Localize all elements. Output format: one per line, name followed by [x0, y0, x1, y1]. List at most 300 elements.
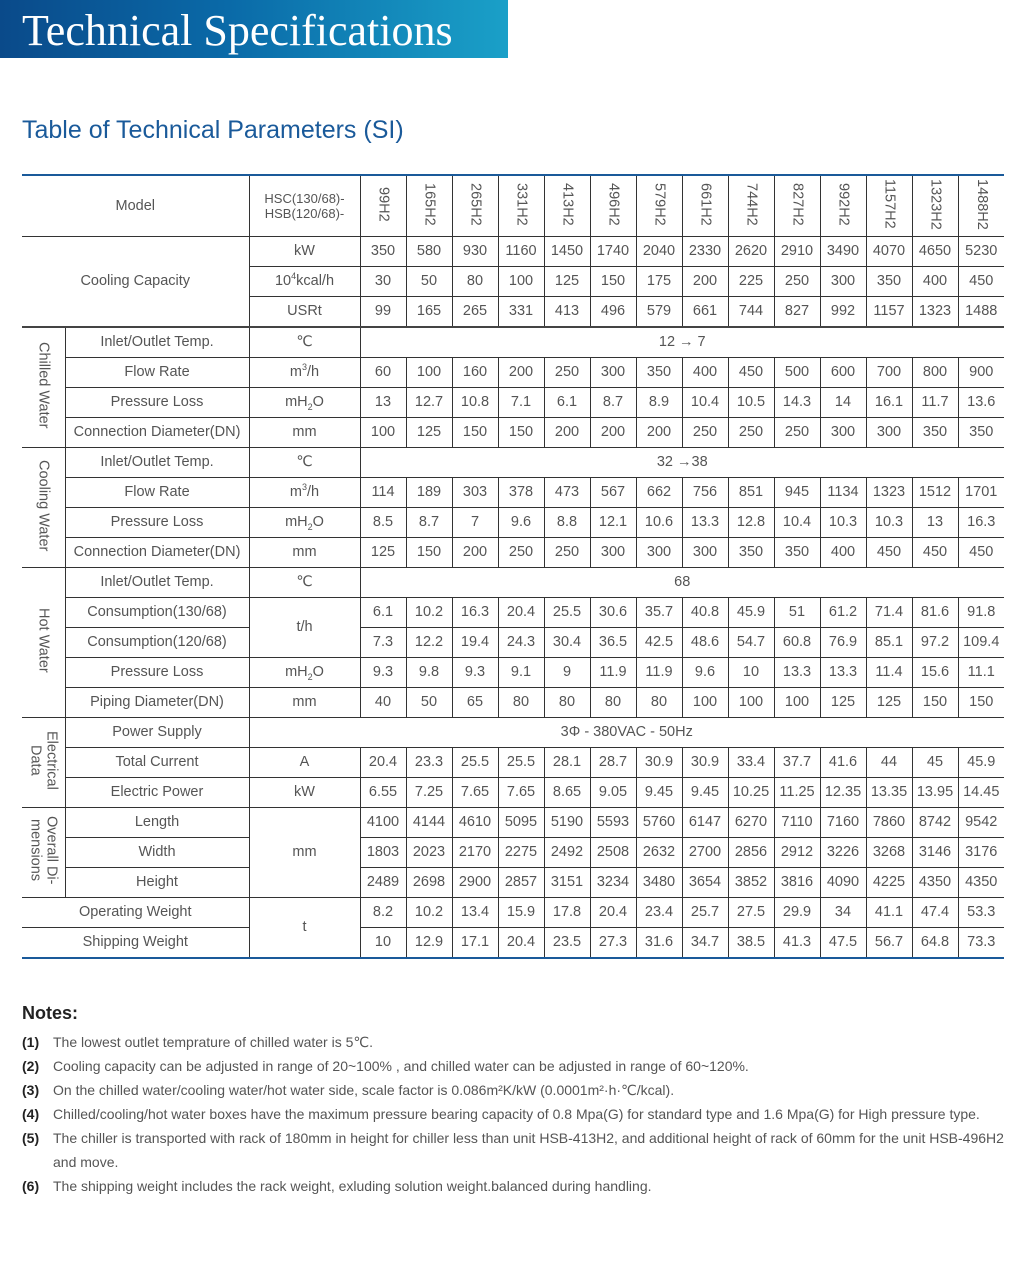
value-cell: 13.95 [912, 778, 958, 808]
value-cell: 10.3 [820, 508, 866, 538]
row-label: Piping Diameter(DN) [65, 688, 249, 718]
value-cell: 827 [774, 297, 820, 328]
value-cell: 992 [820, 297, 866, 328]
value-cell: 10.4 [774, 508, 820, 538]
value-cell: 60.8 [774, 628, 820, 658]
value-cell: 42.5 [636, 628, 682, 658]
value-cell: 2170 [452, 838, 498, 868]
value-cell: 30.9 [636, 748, 682, 778]
table-row [22, 358, 1004, 388]
merged-value: 3Φ - 380VAC - 50Hz [249, 718, 1004, 748]
page-title: Technical Specifications [22, 6, 453, 55]
value-cell: 6147 [682, 808, 728, 838]
value-cell: 34.7 [682, 928, 728, 959]
value-cell: 45.9 [958, 748, 1004, 778]
value-cell: 80 [590, 688, 636, 718]
value-cell: 5095 [498, 808, 544, 838]
value-cell: 500 [774, 358, 820, 388]
value-cell: 3234 [590, 868, 636, 898]
value-cell: 189 [406, 478, 452, 508]
value-cell: 7.3 [360, 628, 406, 658]
value-cell: 2900 [452, 868, 498, 898]
value-cell: 945 [774, 478, 820, 508]
value-cell: 97.2 [912, 628, 958, 658]
value-cell: 600 [820, 358, 866, 388]
value-cell: 900 [958, 358, 1004, 388]
table-row [22, 237, 1004, 267]
value-cell: 11.9 [636, 658, 682, 688]
value-cell: 14.3 [774, 388, 820, 418]
value-cell: 225 [728, 267, 774, 297]
value-cell: 10.6 [636, 508, 682, 538]
hot-water-section [22, 568, 65, 718]
value-cell: 2330 [682, 237, 728, 267]
note-number: (3) [22, 1082, 40, 1098]
series-hsb: HSB(120/68)- [264, 206, 345, 221]
value-cell: 15.9 [498, 898, 544, 928]
model-name: 165H2 [421, 182, 438, 226]
unit-cell: mm [249, 418, 360, 448]
value-cell: 350 [728, 538, 774, 568]
value-cell: 65 [452, 688, 498, 718]
row-label: Electric Power [65, 778, 249, 808]
value-cell: 23.3 [406, 748, 452, 778]
value-cell: 100 [774, 688, 820, 718]
value-cell: 2700 [682, 838, 728, 868]
value-cell: 1740 [590, 237, 636, 267]
cooling-capacity-label: Cooling Capacity [22, 237, 249, 328]
model-header-cell [498, 175, 544, 237]
value-cell: 30.4 [544, 628, 590, 658]
value-cell: 450 [958, 538, 1004, 568]
value-cell: 350 [360, 237, 406, 267]
hot-water-label: Hot Water [35, 608, 52, 673]
value-cell: 2040 [636, 237, 682, 267]
value-cell: 400 [682, 358, 728, 388]
value-cell: 2492 [544, 838, 590, 868]
value-cell: 100 [360, 418, 406, 448]
value-cell: 662 [636, 478, 682, 508]
value-cell: 40 [360, 688, 406, 718]
value-cell: 5593 [590, 808, 636, 838]
value-cell: 2508 [590, 838, 636, 868]
value-cell: 13.3 [820, 658, 866, 688]
value-cell: 25.5 [498, 748, 544, 778]
merged-value: 32 →38 [360, 448, 1004, 478]
dimensions-section [22, 808, 65, 898]
value-cell: 41.6 [820, 748, 866, 778]
model-header-cell [406, 175, 452, 237]
model-header-cell [728, 175, 774, 237]
value-cell: 400 [820, 538, 866, 568]
value-cell: 53.3 [958, 898, 1004, 928]
value-cell: 300 [682, 538, 728, 568]
value-cell: 661 [682, 297, 728, 328]
value-cell: 200 [636, 418, 682, 448]
value-cell: 35.7 [636, 598, 682, 628]
value-cell: 378 [498, 478, 544, 508]
value-cell: 125 [866, 688, 912, 718]
row-label: Pressure Loss [65, 388, 249, 418]
value-cell: 23.5 [544, 928, 590, 959]
electrical-section [22, 718, 65, 808]
value-cell: 50 [406, 688, 452, 718]
unit-cell: ℃ [249, 448, 360, 478]
cooling-water-label: Cooling Water [35, 459, 52, 552]
value-cell: 150 [452, 418, 498, 448]
model-header-cell [544, 175, 590, 237]
row-label: Total Current [65, 748, 249, 778]
model-name: 1157H2 [881, 179, 898, 229]
value-cell: 350 [958, 418, 1004, 448]
table-row [22, 838, 1004, 868]
value-cell: 1450 [544, 237, 590, 267]
value-cell: 150 [958, 688, 1004, 718]
value-cell: 250 [544, 538, 590, 568]
value-cell: 4100 [360, 808, 406, 838]
value-cell: 2857 [498, 868, 544, 898]
value-cell: 9.45 [682, 778, 728, 808]
value-cell: 31.6 [636, 928, 682, 959]
value-cell: 5230 [958, 237, 1004, 267]
value-cell: 9 [544, 658, 590, 688]
table-row [22, 688, 1004, 718]
value-cell: 3146 [912, 838, 958, 868]
value-cell: 2275 [498, 838, 544, 868]
value-cell: 11.25 [774, 778, 820, 808]
value-cell: 9542 [958, 808, 1004, 838]
value-cell: 48.6 [682, 628, 728, 658]
value-cell: 30 [360, 267, 406, 297]
value-cell: 10.8 [452, 388, 498, 418]
chilled-water-label: Chilled Water [35, 342, 52, 429]
value-cell: 6270 [728, 808, 774, 838]
value-cell: 80 [636, 688, 682, 718]
note-item [22, 1102, 1004, 1126]
value-cell: 930 [452, 237, 498, 267]
row-label: Inlet/Outlet Temp. [65, 327, 249, 358]
value-cell: 17.1 [452, 928, 498, 959]
value-cell: 45.9 [728, 598, 774, 628]
value-cell: 28.1 [544, 748, 590, 778]
value-cell: 851 [728, 478, 774, 508]
value-cell: 114 [360, 478, 406, 508]
value-cell: 11.9 [590, 658, 636, 688]
unit-cell: $mH_2O$ [249, 658, 360, 688]
note-item [22, 1054, 1004, 1078]
value-cell: 9.3 [452, 658, 498, 688]
value-cell: 3654 [682, 868, 728, 898]
unit-cell: $mH_2O$ [249, 508, 360, 538]
value-cell: 4350 [958, 868, 1004, 898]
value-cell: 30.9 [682, 748, 728, 778]
note-item [22, 1126, 1004, 1174]
value-cell: 2632 [636, 838, 682, 868]
value-cell: 73.3 [958, 928, 1004, 959]
value-cell: 109.4 [958, 628, 1004, 658]
value-cell: 27.3 [590, 928, 636, 959]
note-number: (5) [22, 1130, 40, 1146]
value-cell: 7160 [820, 808, 866, 838]
row-label: Flow Rate [65, 358, 249, 388]
value-cell: 6.55 [360, 778, 406, 808]
value-cell: 33.4 [728, 748, 774, 778]
value-cell: 38.5 [728, 928, 774, 959]
value-cell: 473 [544, 478, 590, 508]
value-cell: 413 [544, 297, 590, 328]
value-cell: 2856 [728, 838, 774, 868]
value-cell: 350 [774, 538, 820, 568]
value-cell: 250 [728, 418, 774, 448]
value-cell: 265 [452, 297, 498, 328]
value-cell: 5190 [544, 808, 590, 838]
value-cell: 24.3 [498, 628, 544, 658]
value-cell: 17.8 [544, 898, 590, 928]
note-number: (2) [22, 1058, 40, 1074]
value-cell: 85.1 [866, 628, 912, 658]
value-cell: 4144 [406, 808, 452, 838]
title-banner [0, 0, 508, 58]
value-cell: 4090 [820, 868, 866, 898]
value-cell: 4650 [912, 237, 958, 267]
table-row [22, 418, 1004, 448]
value-cell: 10 [360, 928, 406, 959]
value-cell: 4070 [866, 237, 912, 267]
value-cell: 41.1 [866, 898, 912, 928]
value-cell: 12.7 [406, 388, 452, 418]
value-cell: 150 [912, 688, 958, 718]
value-cell: 1803 [360, 838, 406, 868]
model-label: Model [22, 175, 249, 237]
unit-cell: $10^4kcal/h$ [249, 267, 360, 297]
value-cell: 700 [866, 358, 912, 388]
value-cell: 25.5 [544, 598, 590, 628]
value-cell: 8.7 [590, 388, 636, 418]
value-cell: 12.1 [590, 508, 636, 538]
value-cell: 300 [590, 538, 636, 568]
value-cell: 300 [866, 418, 912, 448]
value-cell: 7110 [774, 808, 820, 838]
value-cell: 9.6 [498, 508, 544, 538]
value-cell: 81.6 [912, 598, 958, 628]
value-cell: 125 [406, 418, 452, 448]
value-cell: 3480 [636, 868, 682, 898]
value-cell: 165 [406, 297, 452, 328]
unit-cell: mm [249, 688, 360, 718]
value-cell: 6.1 [544, 388, 590, 418]
value-cell: 2620 [728, 237, 774, 267]
note-text: Chilled/cooling/hot water boxes have the maximum pressure bearing capacity of 0.8 Mpa(G) for standard type and 1.6 Mpa(G) for High pressure type. [53, 1106, 980, 1122]
value-cell: 496 [590, 297, 636, 328]
value-cell: 200 [544, 418, 590, 448]
model-header-cell [682, 175, 728, 237]
row-label: Connection Diameter(DN) [65, 538, 249, 568]
value-cell: 27.5 [728, 898, 774, 928]
value-cell: 1488 [958, 297, 1004, 328]
row-label: Pressure Loss [65, 658, 249, 688]
table-row [22, 448, 1004, 478]
value-cell: 250 [774, 418, 820, 448]
value-cell: 13.3 [682, 508, 728, 538]
unit-cell: mm [249, 538, 360, 568]
value-cell: 175 [636, 267, 682, 297]
value-cell: 91.8 [958, 598, 1004, 628]
value-cell: 12.2 [406, 628, 452, 658]
value-cell: 331 [498, 297, 544, 328]
value-cell: 580 [406, 237, 452, 267]
value-cell: 3852 [728, 868, 774, 898]
value-cell: 10.2 [406, 898, 452, 928]
value-cell: 13 [912, 508, 958, 538]
electrical-label: Electrical Data [27, 731, 60, 790]
chilled-water-section [22, 327, 65, 448]
value-cell: 76.9 [820, 628, 866, 658]
value-cell: 11.1 [958, 658, 1004, 688]
table-row [22, 868, 1004, 898]
value-cell: 250 [774, 267, 820, 297]
table-row [22, 538, 1004, 568]
unit-cell: kW [249, 778, 360, 808]
value-cell: 2910 [774, 237, 820, 267]
value-cell: 350 [912, 418, 958, 448]
value-cell: 100 [682, 688, 728, 718]
unit-cell: t/h [249, 598, 360, 658]
table-row [22, 508, 1004, 538]
value-cell: 60 [360, 358, 406, 388]
value-cell: 16.1 [866, 388, 912, 418]
value-cell: 250 [544, 358, 590, 388]
value-cell: 7.25 [406, 778, 452, 808]
value-cell: 579 [636, 297, 682, 328]
unit-cell: kW [249, 237, 360, 267]
note-text: The chiller is transported with rack of 180mm in height for chiller less than unit HSB-413H2, and additional height of rack of 60mm for the unit HSB-496H2 and move. [53, 1130, 1004, 1170]
value-cell: 11.4 [866, 658, 912, 688]
value-cell: 9.3 [360, 658, 406, 688]
value-cell: 2023 [406, 838, 452, 868]
value-cell: 4610 [452, 808, 498, 838]
model-header-cell [360, 175, 406, 237]
value-cell: 13.3 [774, 658, 820, 688]
value-cell: 64.8 [912, 928, 958, 959]
dimensions-label: Overall Di-mensions [27, 816, 60, 885]
model-name: 265H2 [467, 182, 484, 226]
note-item [22, 1078, 1004, 1102]
value-cell: 7.65 [498, 778, 544, 808]
unit-cell: mm [249, 808, 360, 898]
value-cell: 44 [866, 748, 912, 778]
value-cell: 300 [820, 418, 866, 448]
value-cell: 20.4 [498, 928, 544, 959]
value-cell: 14.45 [958, 778, 1004, 808]
value-cell: 567 [590, 478, 636, 508]
value-cell: 11.7 [912, 388, 958, 418]
merged-value: 68 [360, 568, 1004, 598]
table-row [22, 778, 1004, 808]
model-row [22, 175, 1004, 237]
value-cell: 14 [820, 388, 866, 418]
value-cell: 71.4 [866, 598, 912, 628]
table-row [22, 388, 1004, 418]
model-name: 99H2 [375, 186, 392, 222]
value-cell: 303 [452, 478, 498, 508]
value-cell: 7860 [866, 808, 912, 838]
value-cell: 41.3 [774, 928, 820, 959]
value-cell: 200 [452, 538, 498, 568]
model-name: 579H2 [651, 182, 668, 226]
value-cell: 29.9 [774, 898, 820, 928]
note-text: Cooling capacity can be adjusted in range of 20~100% , and chilled water can be adjusted in range of 60~120%. [53, 1058, 749, 1074]
value-cell: 2912 [774, 838, 820, 868]
table-row [22, 898, 1004, 928]
row-label: Inlet/Outlet Temp. [65, 568, 249, 598]
unit-cell: USRt [249, 297, 360, 328]
value-cell: 350 [866, 267, 912, 297]
unit-cell: ℃ [249, 327, 360, 358]
value-cell: 8.65 [544, 778, 590, 808]
model-name: 331H2 [513, 182, 530, 226]
row-label: Height [65, 868, 249, 898]
value-cell: 40.8 [682, 598, 728, 628]
table-row [22, 478, 1004, 508]
row-label: Length [65, 808, 249, 838]
series-label [249, 175, 360, 237]
value-cell: 1134 [820, 478, 866, 508]
value-cell: 20.4 [590, 898, 636, 928]
note-number: (4) [22, 1106, 40, 1122]
value-cell: 1323 [866, 478, 912, 508]
value-cell: 150 [406, 538, 452, 568]
row-label: Connection Diameter(DN) [65, 418, 249, 448]
model-header-cell [866, 175, 912, 237]
value-cell: 10.5 [728, 388, 774, 418]
note-item [22, 1174, 1004, 1198]
value-cell: 36.5 [590, 628, 636, 658]
value-cell: 16.3 [958, 508, 1004, 538]
value-cell: 13.4 [452, 898, 498, 928]
model-header-cell [820, 175, 866, 237]
value-cell: 99 [360, 297, 406, 328]
value-cell: 160 [452, 358, 498, 388]
table-row [22, 598, 1004, 628]
row-label: Pressure Loss [65, 508, 249, 538]
value-cell: 20.4 [360, 748, 406, 778]
value-cell: 2698 [406, 868, 452, 898]
table-row [22, 718, 1004, 748]
row-label: Operating Weight [22, 898, 249, 928]
value-cell: 15.6 [912, 658, 958, 688]
value-cell: 9.8 [406, 658, 452, 688]
value-cell: 200 [682, 267, 728, 297]
note-text: The lowest outlet temprature of chilled water is 5℃. [53, 1034, 373, 1050]
unit-cell: ℃ [249, 568, 360, 598]
unit-cell: $mH_2O$ [249, 388, 360, 418]
value-cell: 12.8 [728, 508, 774, 538]
value-cell: 125 [544, 267, 590, 297]
value-cell: 450 [912, 538, 958, 568]
value-cell: 9.1 [498, 658, 544, 688]
value-cell: 744 [728, 297, 774, 328]
value-cell: 100 [406, 358, 452, 388]
value-cell: 9.45 [636, 778, 682, 808]
table-row [22, 808, 1004, 838]
value-cell: 10.25 [728, 778, 774, 808]
series-hsc: HSC(130/68)- [264, 191, 345, 206]
model-name: 1323H2 [927, 178, 944, 230]
model-name: 992H2 [835, 182, 852, 226]
value-cell: 450 [866, 538, 912, 568]
value-cell: 2489 [360, 868, 406, 898]
value-cell: 400 [912, 267, 958, 297]
